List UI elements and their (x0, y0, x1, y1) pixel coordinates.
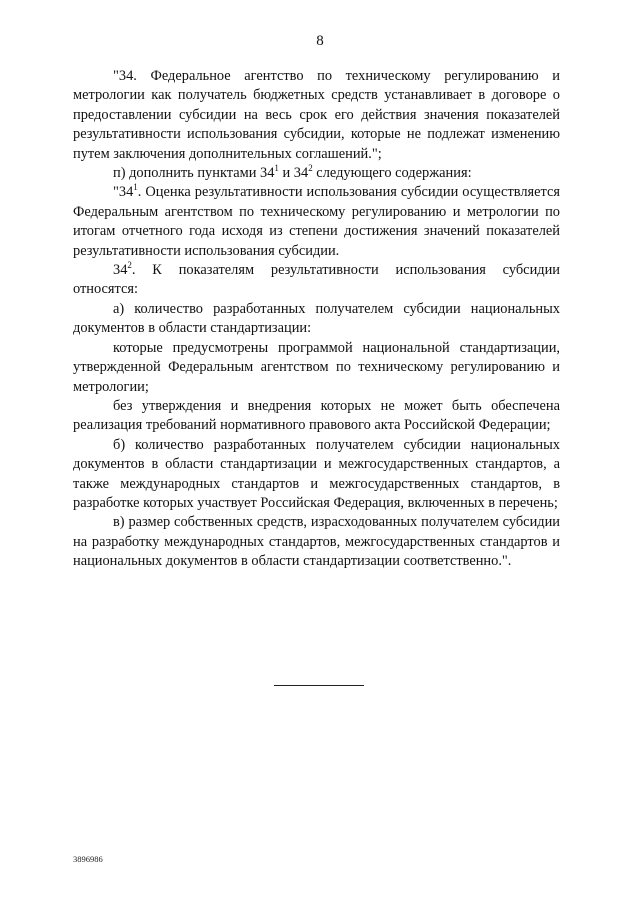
paragraph-34-1-num: "34 (113, 184, 134, 201)
paragraph-p-text-3: следующего содержания: (312, 165, 472, 182)
superscript: 1 (133, 182, 138, 193)
end-separator-line (274, 685, 364, 686)
paragraph-34-1 (73, 183, 560, 261)
document-body (73, 67, 560, 572)
paragraph-34-2-num: 34 (113, 262, 128, 279)
superscript: 2 (308, 163, 313, 174)
paragraph-34-2 (73, 261, 560, 300)
paragraph-a-2: без утверждения и внедрения которых не может быть обеспечена реализация требований нормативного правового акта Российской Федерации; (73, 397, 560, 434)
paragraph-p-text-1: п) дополнить пунктами 34 (113, 165, 275, 182)
paragraph-v: в) размер собственных средств, израсходованных получателем субсидии на разработку международных стандартов, межгосударственных стандартов и национальных документов в области стандартизации соответственно.". (73, 514, 560, 570)
superscript: 2 (127, 260, 132, 271)
paragraph-b: б) количество разработанных получателем субсидии национальных документов в области стандартизации и межгосударственных стандартов, а также международных стандартов и межгосударственных стандартов, в разработке которых участвует Российская Федерация, включенных в перечень; (73, 436, 560, 511)
paragraph-a-1: которые предусмотрены программой национальной стандартизации, утвержденной Федеральным агентством по техническому регулированию и метрологии; (73, 339, 560, 395)
superscript: 1 (274, 163, 279, 174)
document-id: 3896986 (73, 854, 103, 864)
paragraph-34-1-text: . Оценка результативности использования субсидии осуществляется Федеральным агентством по техническому регулированию и метрологии по итогам отчетного года исходя из степени достижения значений показателей результативности использования субсидии. (73, 184, 560, 259)
paragraph-a: а) количество разработанных получателем субсидии национальных документов в области стандартизации: (73, 300, 560, 337)
paragraph-34: "34. Федеральное агентство по техническому регулированию и метрологии как получатель бюджетных средств устанавливает в договоре о предоставлении субсидии на весь срок его действия значения показателей результативности использования субсидии, которые не подлежат изменению путем заключения дополнительных соглашений."; (73, 68, 560, 162)
paragraph-p (73, 164, 560, 183)
paragraph-34-2-text: . К показателям результативности использования субсидии относятся: (73, 262, 560, 298)
paragraph-p-text-2: и 34 (278, 165, 309, 182)
page-number: 8 (316, 33, 324, 49)
